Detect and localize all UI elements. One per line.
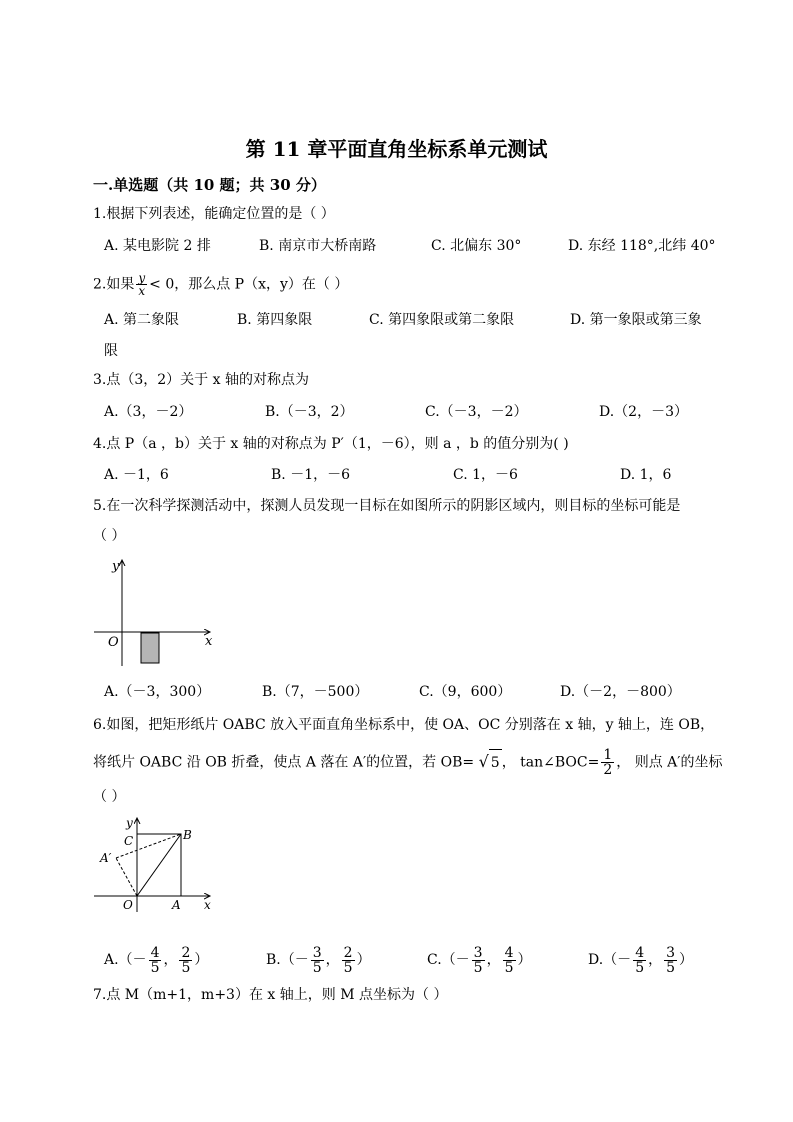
q6-option-b bbox=[266, 945, 371, 975]
q1-option-c: C. 北偏东 30° bbox=[431, 238, 522, 254]
q5-option-d: D.（－2，－800） bbox=[560, 684, 681, 700]
q6-option-d-sep: ， bbox=[648, 952, 663, 968]
q6-option-b-sep: ， bbox=[325, 952, 340, 968]
q6-tan-num: 1 bbox=[603, 747, 613, 763]
question-7-stem: 7.点 M（m+1，m+3）在 x 轴上，则 M 点坐标为（ ） bbox=[93, 987, 448, 1003]
q6-option-d-end: ） bbox=[679, 952, 694, 968]
question-5-stem: 5.在一次科学探测活动中，探测人员发现一目标在如图所示的阴影区域内，则目标的坐标可能是 bbox=[93, 498, 681, 514]
frac-num: 3 bbox=[312, 944, 322, 961]
q6-label-c: C bbox=[124, 834, 134, 848]
q2-option-c: C. 第四象限或第二象限 bbox=[369, 312, 515, 328]
q5-shaded-region bbox=[141, 633, 159, 663]
frac-num: 3 bbox=[473, 944, 483, 961]
q6-fold-oap bbox=[116, 858, 137, 896]
q5-option-b: B.（7，－500） bbox=[262, 684, 369, 700]
frac-num: 2 bbox=[181, 944, 191, 961]
q6-option-a-end: ） bbox=[194, 952, 209, 968]
q3-option-b: B.（－3，2） bbox=[265, 404, 354, 420]
q2-option-d: D. 第一象限或第三象 bbox=[570, 312, 702, 328]
question-1-stem: 1.根据下列表述，能确定位置的是（ ） bbox=[93, 206, 335, 222]
q2-fraction bbox=[136, 272, 147, 297]
q3-option-a: A.（3，－2） bbox=[104, 404, 193, 420]
q6-option-c-end: ） bbox=[517, 952, 532, 968]
frac-den: 5 bbox=[343, 959, 353, 976]
q2-frac-den: x bbox=[138, 284, 146, 298]
frac-den: 5 bbox=[181, 959, 191, 976]
q6-sqrt: √ 5 bbox=[479, 755, 502, 771]
q6-option-c-label: C.（－ bbox=[427, 952, 470, 968]
q4-option-c: C. 1，－6 bbox=[453, 467, 518, 483]
q6-option-c-frac1 bbox=[472, 946, 485, 975]
frac-num: 4 bbox=[504, 944, 514, 961]
q6-text-c: ， 则点 A′的坐标 bbox=[616, 754, 723, 771]
frac-num: 4 bbox=[150, 944, 160, 961]
q2-suffix: < 0，那么点 P（x，y）在（ ） bbox=[149, 276, 349, 293]
frac-den: 5 bbox=[504, 959, 514, 976]
q5-figure bbox=[90, 556, 220, 671]
q1-option-b: B. 南京市大桥南路 bbox=[259, 238, 377, 254]
q6-option-d bbox=[588, 945, 693, 975]
question-2-stem bbox=[93, 272, 348, 297]
q6-option-a bbox=[104, 945, 208, 975]
q6-label-y: y bbox=[126, 816, 133, 830]
q4-option-d: D. 1，6 bbox=[620, 467, 672, 483]
q6-text-b: ， tan∠BOC= bbox=[501, 754, 600, 771]
question-4-stem: 4.点 P（a ，b）关于 x 轴的对称点为 P′（1，－6），则 a ，b 的值分别为( ) bbox=[93, 436, 569, 452]
q2-prefix: 2.如果 bbox=[93, 276, 135, 293]
question-6-line-1: 6.如图，把矩形纸片 OABC 放入平面直角坐标系中，使 OA、OC 分别落在 x 轴，y 轴上，连 OB， bbox=[93, 717, 715, 733]
q6-label-a: A bbox=[172, 898, 181, 912]
q6-option-b-frac2 bbox=[342, 946, 355, 975]
q2-frac-num: y bbox=[138, 271, 146, 285]
q2-option-b: B. 第四象限 bbox=[237, 312, 313, 328]
frac-den: 5 bbox=[150, 959, 160, 976]
frac-den: 5 bbox=[635, 959, 645, 976]
q6-diagonal-ob bbox=[137, 834, 181, 896]
question-6-line-2 bbox=[93, 747, 723, 778]
q6-text-a: 将纸片 OABC 沿 OB 折叠，使点 A 落在 A′的位置，若 OB= bbox=[93, 754, 475, 771]
q5-label-y: y bbox=[112, 559, 120, 574]
frac-num: 2 bbox=[343, 944, 353, 961]
question-5-stem-cont: （ ） bbox=[93, 528, 126, 544]
frac-den: 5 bbox=[312, 959, 322, 976]
frac-den: 5 bbox=[666, 959, 676, 976]
q6-option-d-frac2 bbox=[664, 946, 677, 975]
q6-option-d-label: D.（－ bbox=[588, 952, 632, 968]
q2-option-a: A. 第二象限 bbox=[104, 312, 180, 328]
q6-option-c-sep: ， bbox=[486, 952, 501, 968]
frac-num: 3 bbox=[666, 944, 676, 961]
q5-label-origin: O bbox=[108, 635, 119, 650]
q5-label-x: x bbox=[205, 634, 213, 649]
q1-option-a: A. 某电影院 2 排 bbox=[104, 238, 211, 254]
question-3-stem: 3.点（3，2）关于 x 轴的对称点为 bbox=[93, 372, 309, 388]
frac-num: 4 bbox=[635, 944, 645, 961]
q6-option-a-sep: ， bbox=[163, 952, 178, 968]
q6-label-origin: O bbox=[123, 898, 133, 912]
q6-sqrt-value: 5 bbox=[489, 749, 502, 776]
q6-label-a-prime: A′ bbox=[100, 851, 112, 865]
q6-figure bbox=[90, 815, 220, 915]
q6-option-a-frac2 bbox=[179, 946, 192, 975]
q6-tan-fraction bbox=[601, 748, 614, 777]
q6-tan-den: 2 bbox=[603, 762, 613, 778]
q3-option-d: D.（2，－3） bbox=[599, 404, 688, 420]
section-heading: 一.单选题（共 10 题；共 30 分） bbox=[93, 176, 326, 194]
q6-option-b-label: B.（－ bbox=[266, 952, 309, 968]
q5-option-c: C.（9，600） bbox=[419, 684, 512, 700]
question-6-line-3: （ ） bbox=[93, 789, 126, 805]
q6-label-b: B bbox=[183, 828, 192, 842]
frac-den: 5 bbox=[473, 959, 483, 976]
page-title: 第 11 章平面直角坐标系单元测试 bbox=[245, 137, 548, 161]
q6-option-d-frac1 bbox=[633, 946, 646, 975]
q6-option-b-frac1 bbox=[311, 946, 324, 975]
q6-label-x: x bbox=[204, 898, 211, 912]
q6-option-c bbox=[427, 945, 532, 975]
q3-option-c: C.（－3，－2） bbox=[425, 404, 528, 420]
q4-option-b: B. －1，－6 bbox=[271, 467, 351, 483]
q1-option-d: D. 东经 118°,北纬 40° bbox=[568, 238, 716, 254]
q6-option-a-label: A.（－ bbox=[104, 952, 147, 968]
q6-option-a-frac1 bbox=[149, 946, 162, 975]
q2-option-d-wrap: 限 bbox=[104, 343, 118, 359]
q4-option-a: A. －1，6 bbox=[104, 467, 169, 483]
q6-option-c-frac2 bbox=[503, 946, 516, 975]
q6-option-b-end: ） bbox=[356, 952, 371, 968]
q5-option-a: A.（－3，300） bbox=[104, 684, 211, 700]
